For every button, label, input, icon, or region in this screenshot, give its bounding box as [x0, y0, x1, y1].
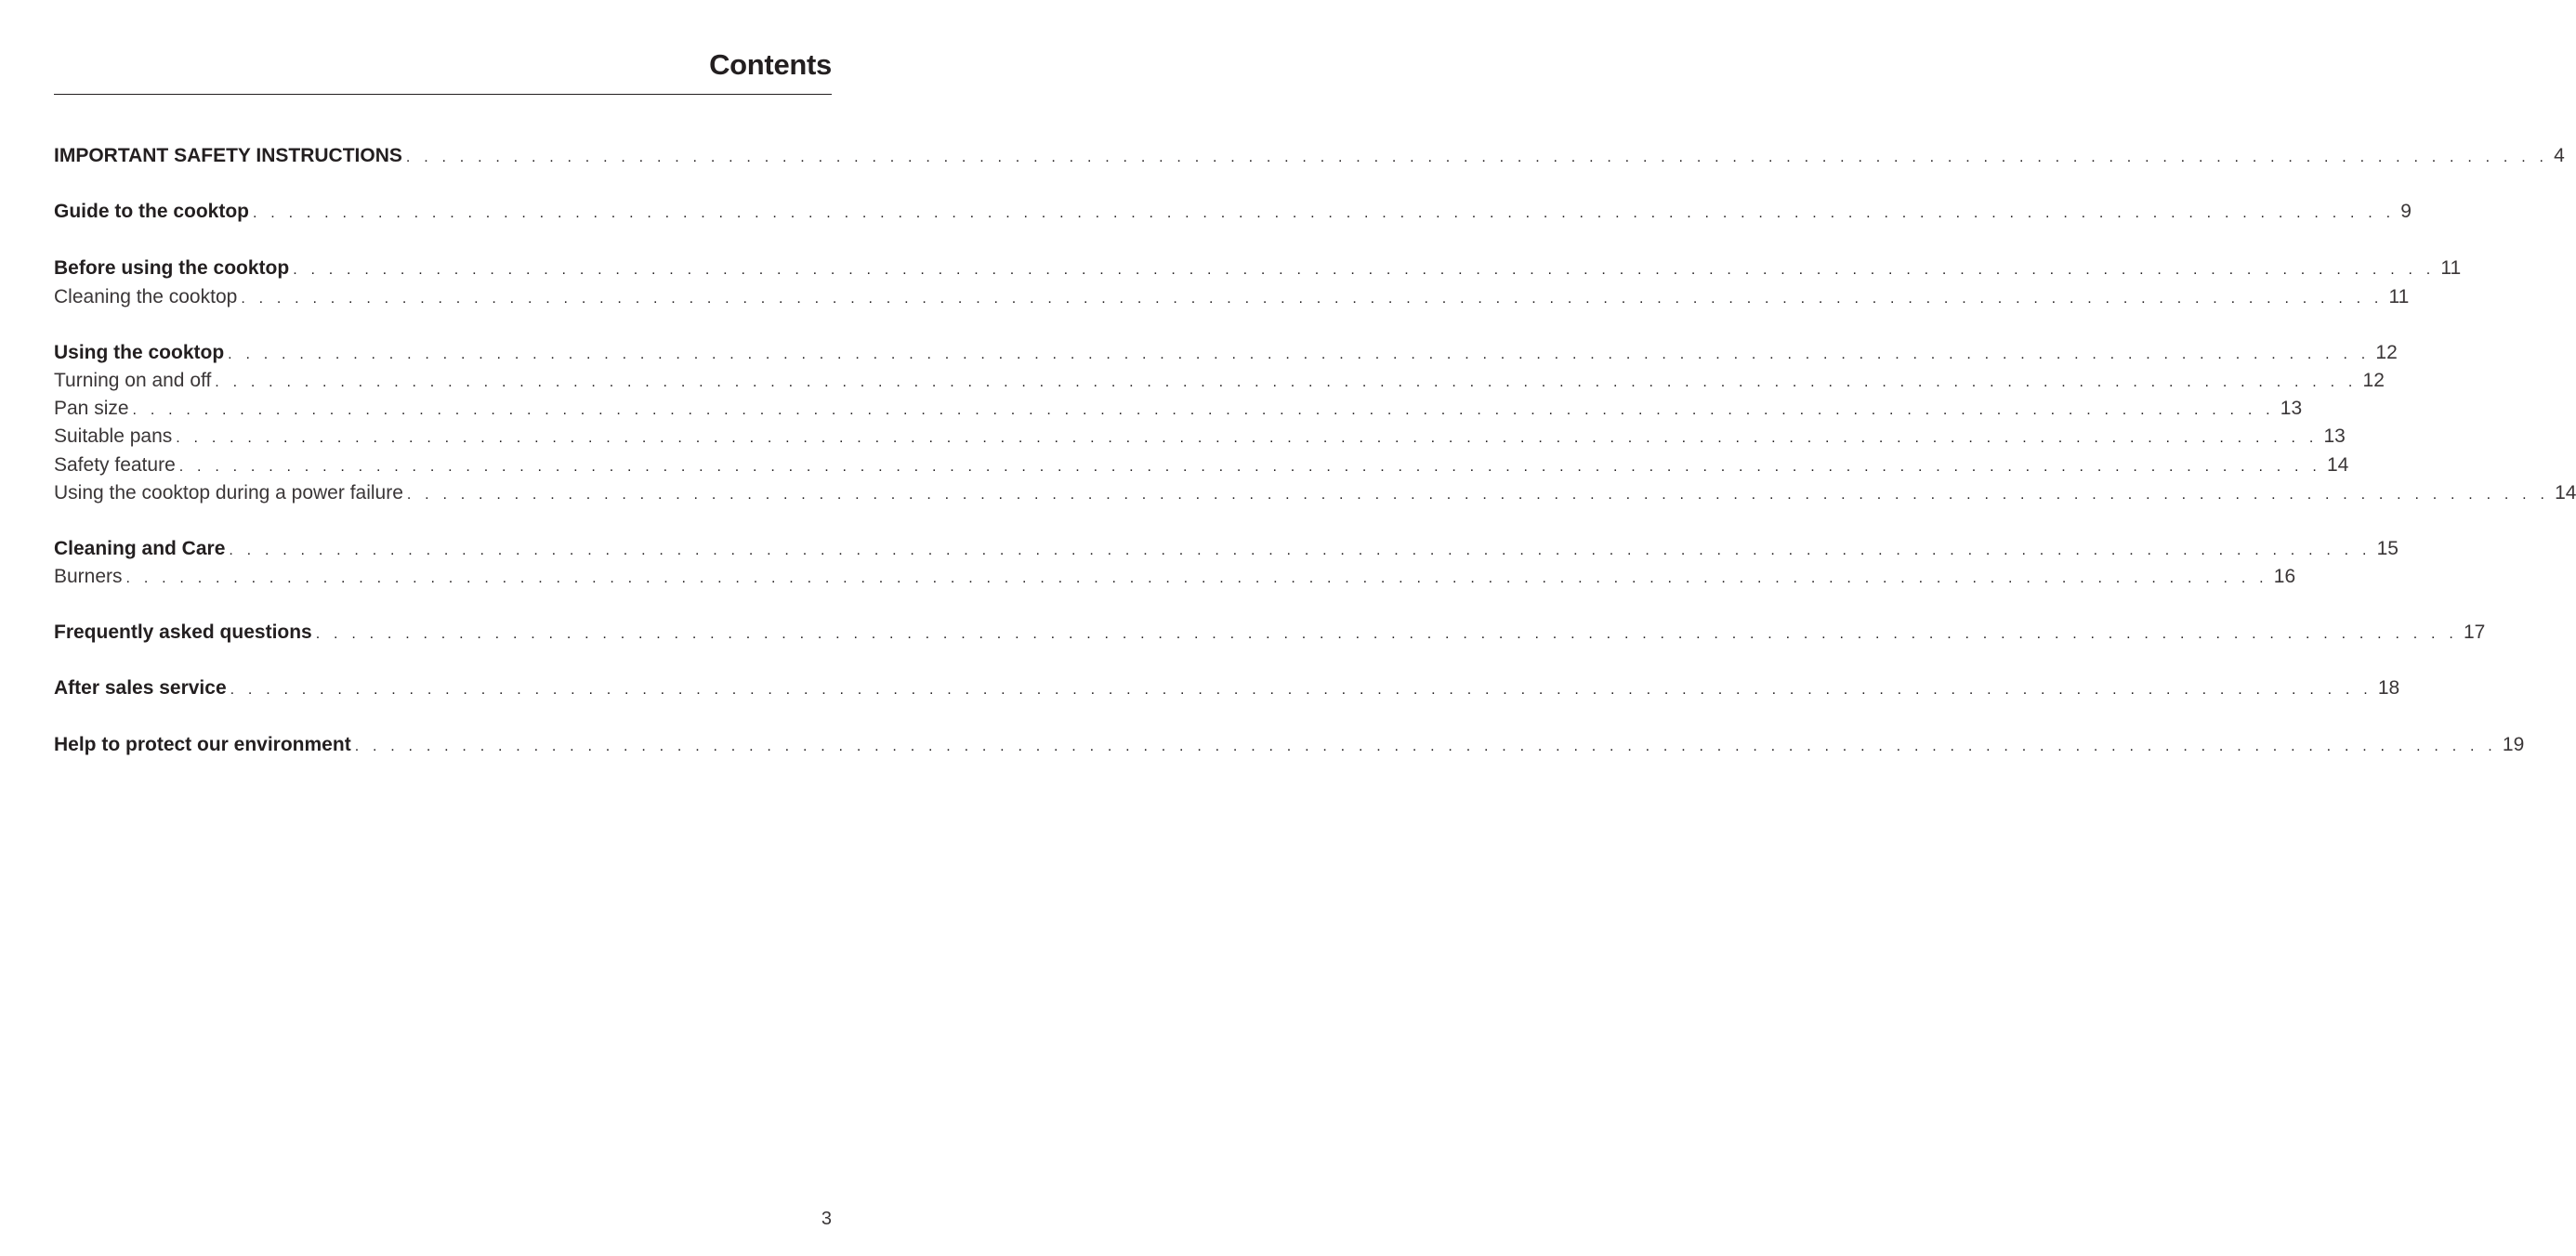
dot-leader: . . . . . . . . . . . . . . . . . . . . . . . . . . . . . . . . . . . . . . . . . . . . . . . . . . . . . . . . . . . . . . . . . . . . . . . . . . . . . . . . . . . . . . . . . . . . . . . . . . . . . . . . . . . . . . . . . . . . . . . . [354, 738, 2497, 754]
dot-leader: . . . . . . . . . . . . . . . . . . . . . . . . . . . . . . . . . . . . . . . . . . . . . . . . . . . . . . . . . . . . . . . . . . . . . . . . . . . . . . . . . . . . . . . . . . . . . . . . . . . . . . . . . . . . . . . . . . . . . . . . [229, 542, 2372, 558]
toc-section [54, 731, 2525, 759]
dot-leader: . . . . . . . . . . . . . . . . . . . . . . . . . . . . . . . . . . . . . . . . . . . . . . . . . . . . . . . . . . . . . . . . . . . . . . . . . . . . . . . . . . . . . . . . . . . . . . . . . . . . . . . . . . . . . . . . . . . . . . . . [215, 373, 2358, 390]
toc-subentry[interactable] [54, 367, 2385, 395]
toc-entry-label: Safety feature [54, 453, 176, 476]
dot-leader: . . . . . . . . . . . . . . . . . . . . . . . . . . . . . . . . . . . . . . . . . . . . . . . . . . . . . . . . . . . . . . . . . . . . . . . . . . . . . . . . . . . . . . . . . . . . . . . . . . . . . . . . . . . . . . . . . . . . . . . . [315, 626, 2458, 643]
toc-entry-page: 9 [2400, 201, 2412, 223]
dot-leader: . . . . . . . . . . . . . . . . . . . . . . . . . . . . . . . . . . . . . . . . . . . . . . . . . . . . . . . . . . . . . . . . . . . . . . . . . . . . . . . . . . . . . . . . . . . . . . . . . . . . . . . . . . . . . . . . . . . . . . . . [132, 402, 2275, 419]
dot-leader: . . . . . . . . . . . . . . . . . . . . . . . . . . . . . . . . . . . . . . . . . . . . . . . . . . . . . . . . . . . . . . . . . . . . . . . . . . . . . . . . . . . . . . . . . . . . . . . . . . . . . . . . . . . . . . . . . . . . . . . . [230, 682, 2372, 699]
toc-entry-page: 15 [2376, 537, 2399, 559]
toc-entry-page: 14 [2555, 481, 2576, 504]
toc-entry-page: 12 [2375, 341, 2398, 363]
toc-heading-entry[interactable] [54, 535, 2399, 563]
toc-entry-label: Turning on and off [54, 369, 212, 391]
toc-heading-entry[interactable] [54, 674, 2400, 702]
toc-entry-label: Using the cooktop during a power failure [54, 481, 403, 504]
toc-entry-page: 14 [2326, 453, 2349, 476]
toc-entry-label: Cleaning and Care [54, 537, 226, 559]
toc-entry-label: Suitable pans [54, 425, 173, 448]
toc-section [54, 142, 2565, 170]
toc-section [54, 339, 2576, 507]
toc-section [54, 619, 2486, 647]
toc-entry-page: 11 [2440, 257, 2462, 280]
toc-entry-label: Before using the cooktop [54, 257, 290, 280]
toc-entry-label: Using the cooktop [54, 341, 225, 363]
dot-leader: . . . . . . . . . . . . . . . . . . . . . . . . . . . . . . . . . . . . . . . . . . . . . . . . . . . . . . . . . . . . . . . . . . . . . . . . . . . . . . . . . . . . . . . . . . . . . . . . . . . . . . . . . . . . . . . . . . . . . . . . [405, 150, 2549, 165]
page-title: Contents [709, 48, 832, 81]
toc-section [54, 535, 2399, 591]
dot-leader: . . . . . . . . . . . . . . . . . . . . . . . . . . . . . . . . . . . . . . . . . . . . . . . . . . . . . . . . . . . . . . . . . . . . . . . . . . . . . . . . . . . . . . . . . . . . . . . . . . . . . . . . . . . . . . . . . . . . . . . . [178, 458, 2321, 475]
toc-entry-label: Pan size [54, 398, 129, 420]
toc-subentry[interactable] [54, 423, 2346, 451]
toc-subentry[interactable] [54, 283, 2410, 311]
toc-heading-entry[interactable] [54, 619, 2486, 647]
toc-entry-label: Cleaning the cooktop [54, 285, 238, 307]
toc-entry-page: 13 [2280, 398, 2303, 420]
toc-entry-label: After sales service [54, 677, 227, 700]
table-of-contents [54, 142, 2576, 787]
toc-entry-page: 11 [2388, 285, 2410, 307]
toc-entry-label: IMPORTANT SAFETY INSTRUCTIONS [54, 145, 402, 166]
dot-leader: . . . . . . . . . . . . . . . . . . . . . . . . . . . . . . . . . . . . . . . . . . . . . . . . . . . . . . . . . . . . . . . . . . . . . . . . . . . . . . . . . . . . . . . . . . . . . . . . . . . . . . . . . . . . . . . . . . . . . . . . [406, 486, 2550, 503]
toc-entry-label: Burners [54, 566, 123, 588]
toc-entry-page: 12 [2362, 369, 2385, 391]
dot-leader: . . . . . . . . . . . . . . . . . . . . . . . . . . . . . . . . . . . . . . . . . . . . . . . . . . . . . . . . . . . . . . . . . . . . . . . . . . . . . . . . . . . . . . . . . . . . . . . . . . . . . . . . . . . . . . . . . . . . . . . . [125, 570, 2268, 587]
page-header [54, 46, 832, 95]
toc-entry-page: 13 [2323, 425, 2346, 448]
toc-entry-page: 16 [2273, 566, 2296, 588]
dot-leader: . . . . . . . . . . . . . . . . . . . . . . . . . . . . . . . . . . . . . . . . . . . . . . . . . . . . . . . . . . . . . . . . . . . . . . . . . . . . . . . . . . . . . . . . . . . . . . . . . . . . . . . . . . . . . . . . . . . . . . . . [293, 262, 2436, 279]
dot-leader: . . . . . . . . . . . . . . . . . . . . . . . . . . . . . . . . . . . . . . . . . . . . . . . . . . . . . . . . . . . . . . . . . . . . . . . . . . . . . . . . . . . . . . . . . . . . . . . . . . . . . . . . . . . . . . . . . . . . . . . . [241, 290, 2384, 307]
toc-entry-label: Help to protect our environment [54, 733, 351, 755]
toc-entry-page: 17 [2463, 621, 2486, 644]
toc-section [54, 674, 2400, 702]
dot-leader: . . . . . . . . . . . . . . . . . . . . . . . . . . . . . . . . . . . . . . . . . . . . . . . . . . . . . . . . . . . . . . . . . . . . . . . . . . . . . . . . . . . . . . . . . . . . . . . . . . . . . . . . . . . . . . . . . . . . . . . . [253, 205, 2396, 222]
toc-heading-entry[interactable] [54, 142, 2565, 170]
toc-subentry[interactable] [54, 451, 2349, 479]
toc-subentry[interactable] [54, 563, 2296, 591]
toc-entry-page: 19 [2502, 733, 2525, 755]
dot-leader: . . . . . . . . . . . . . . . . . . . . . . . . . . . . . . . . . . . . . . . . . . . . . . . . . . . . . . . . . . . . . . . . . . . . . . . . . . . . . . . . . . . . . . . . . . . . . . . . . . . . . . . . . . . . . . . . . . . . . . . . [228, 346, 2371, 362]
toc-entry-label: Frequently asked questions [54, 621, 312, 644]
toc-section [54, 198, 2412, 226]
page-number: 3 [821, 1209, 832, 1229]
toc-entry-label: Guide to the cooktop [54, 201, 249, 223]
toc-heading-entry[interactable] [54, 198, 2412, 226]
toc-heading-entry[interactable] [54, 339, 2398, 367]
toc-heading-entry[interactable] [54, 731, 2525, 759]
toc-subentry[interactable] [54, 395, 2303, 423]
toc-heading-entry[interactable] [54, 255, 2462, 282]
toc-subentry[interactable] [54, 479, 2576, 507]
dot-leader: . . . . . . . . . . . . . . . . . . . . . . . . . . . . . . . . . . . . . . . . . . . . . . . . . . . . . . . . . . . . . . . . . . . . . . . . . . . . . . . . . . . . . . . . . . . . . . . . . . . . . . . . . . . . . . . . . . . . . . . . [176, 430, 2319, 447]
toc-entry-page: 4 [2554, 145, 2565, 166]
toc-section [54, 255, 2462, 310]
toc-entry-page: 18 [2377, 677, 2400, 700]
